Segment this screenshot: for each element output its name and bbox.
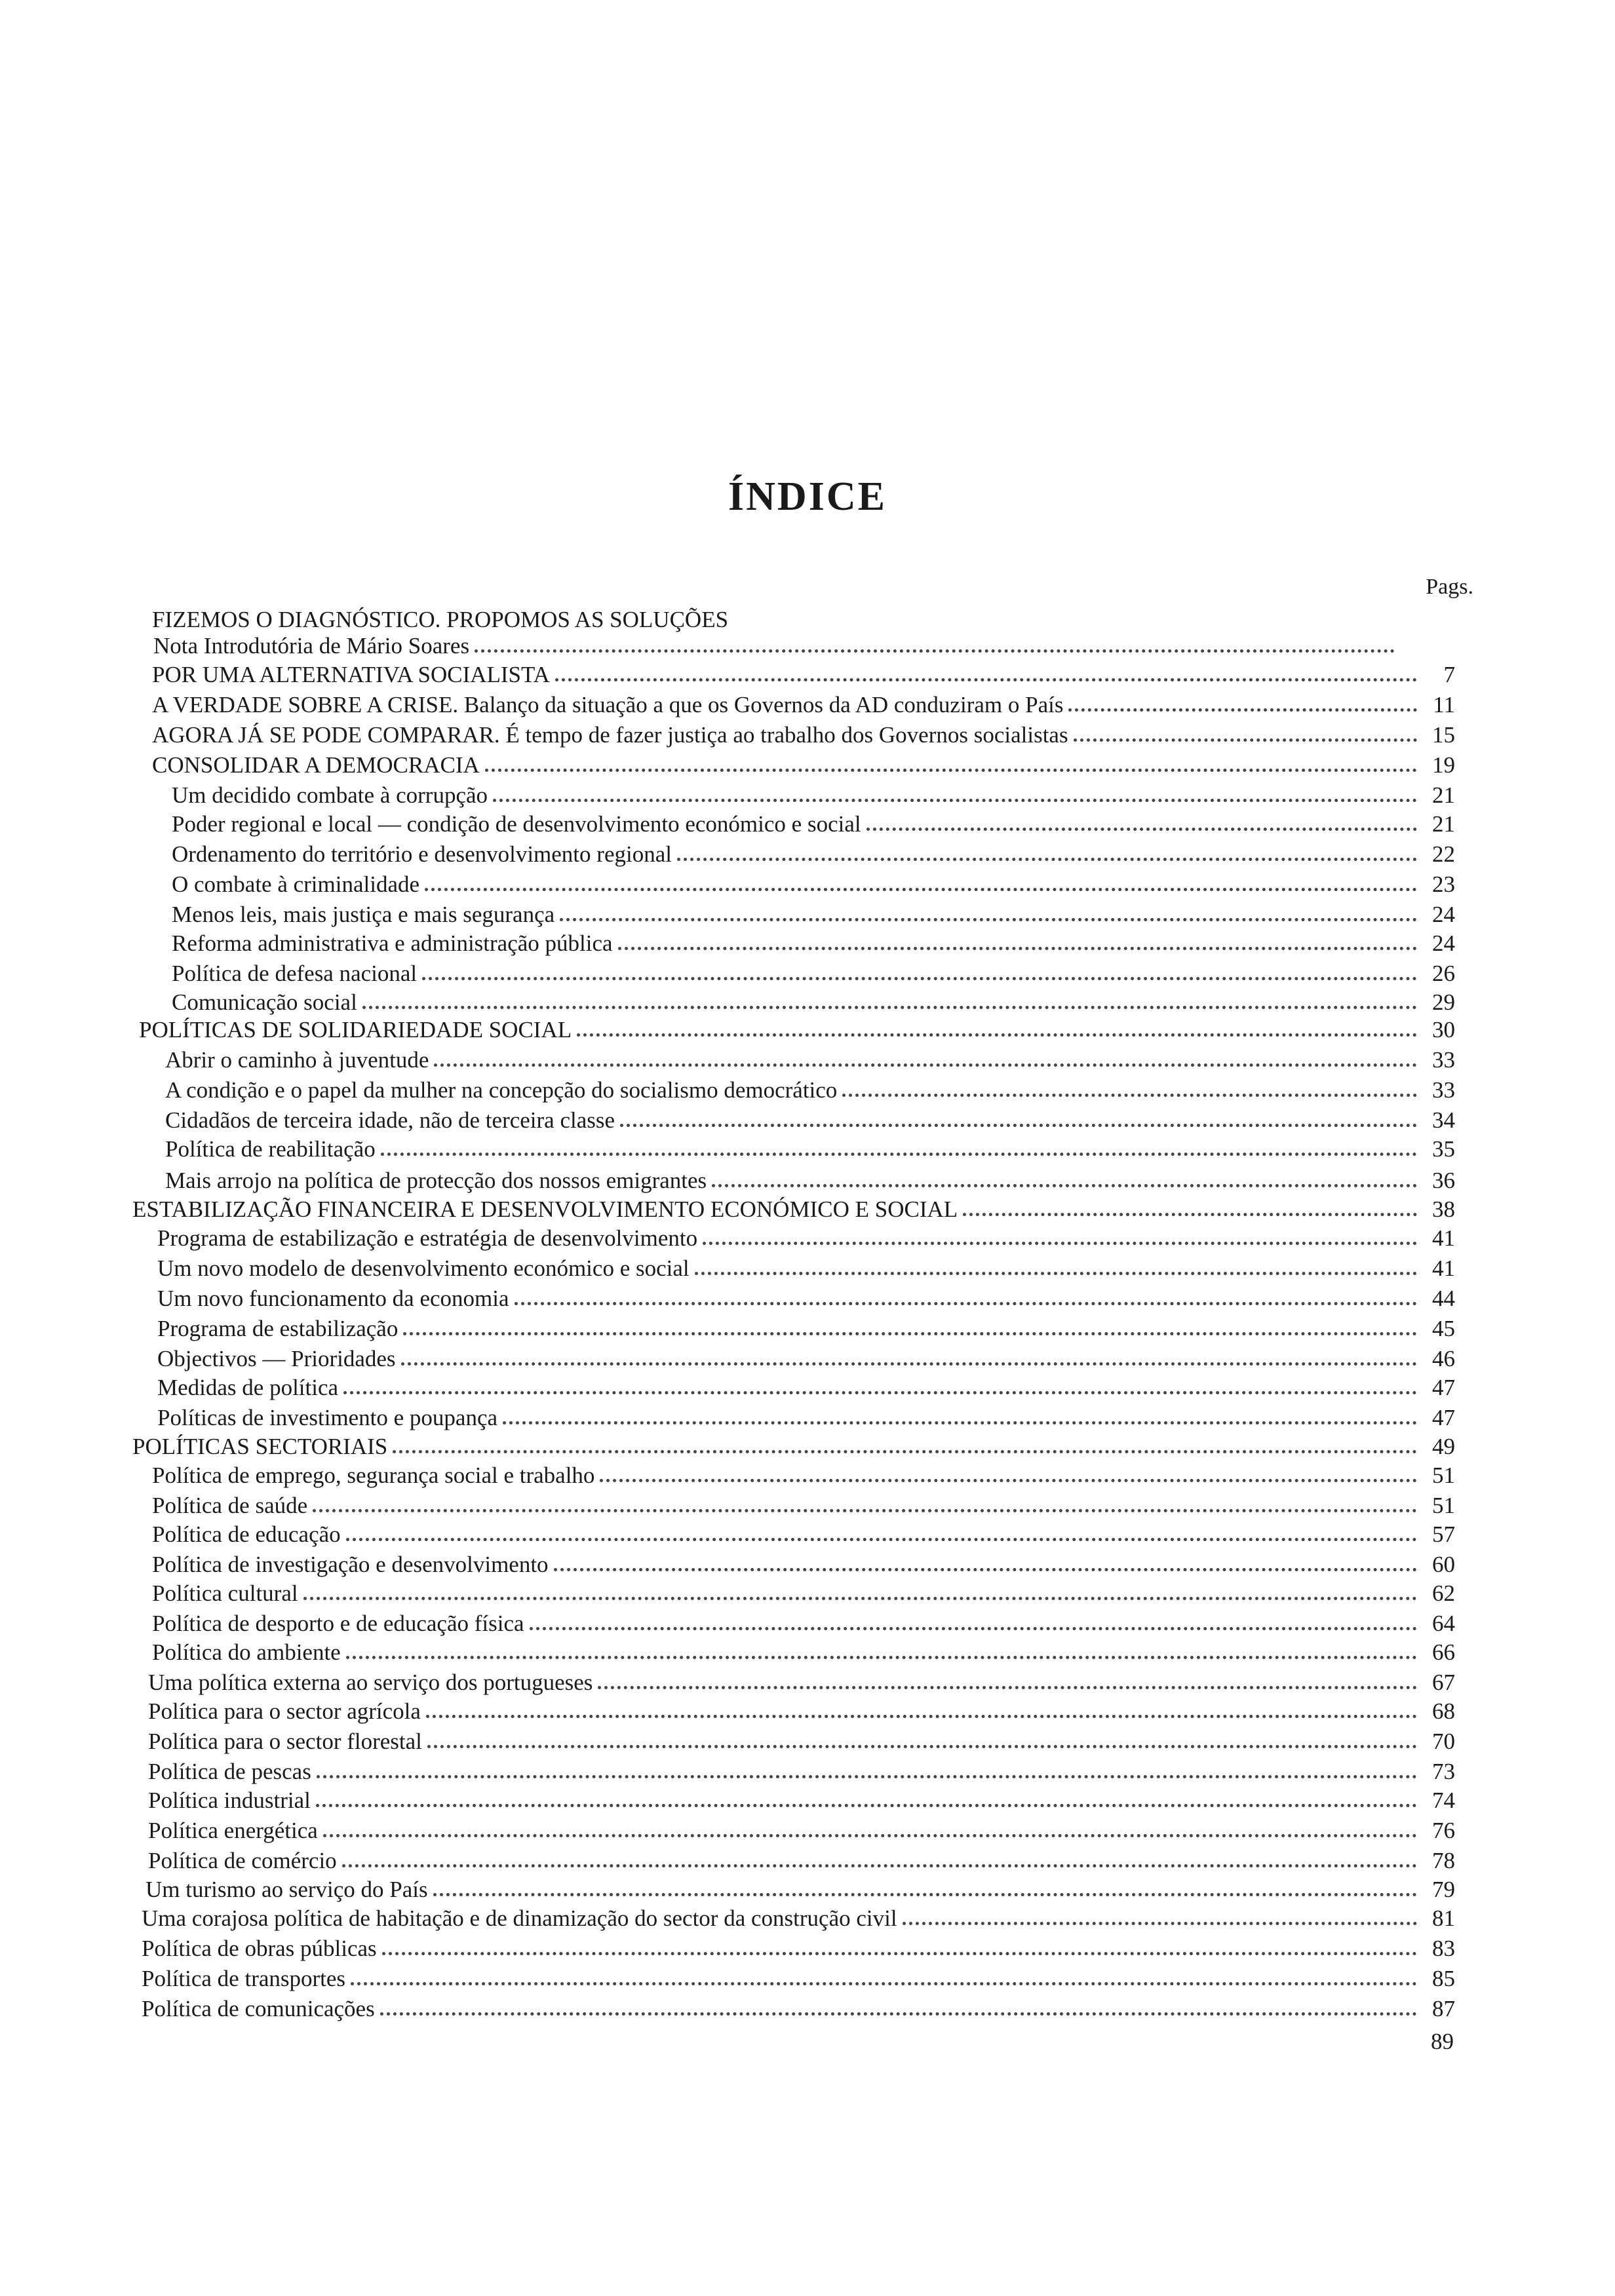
toc-entry[interactable] xyxy=(139,1016,1455,1044)
toc-entry[interactable] xyxy=(152,751,1455,780)
toc-entry-title: Nota Introdutória de Mário Soares xyxy=(153,633,470,659)
toc-entry-title: Política energética xyxy=(148,1818,318,1843)
toc-entry-title: POLÍTICAS DE SOLIDARIEDADE SOCIAL xyxy=(139,1017,572,1043)
toc-entry-title: Reforma administrativa e administração pública xyxy=(172,930,613,956)
toc-entry-title: Comunicação social xyxy=(172,989,357,1015)
toc-entry[interactable] xyxy=(148,1816,1455,1845)
toc-entry-page-number: 22 xyxy=(1432,841,1455,867)
toc-entry[interactable] xyxy=(148,1846,1455,1875)
dot-leader xyxy=(677,858,1417,861)
toc-entry[interactable] xyxy=(148,1757,1455,1786)
toc-entry-title: Política de emprego, segurança social e trabalho xyxy=(152,1463,595,1488)
toc-entry-title: Política de comunicações xyxy=(142,1996,375,2021)
toc-entry-title: O combate à criminalidade xyxy=(172,871,420,897)
toc-entry-title: Política de comércio xyxy=(148,1848,337,1873)
toc-entry-page-number: 57 xyxy=(1432,1521,1455,1547)
toc-entry[interactable] xyxy=(152,1579,1455,1608)
toc-entry[interactable] xyxy=(165,1046,1455,1075)
toc-entry-title: FIZEMOS O DIAGNÓSTICO. PROPOMOS AS SOLUÇÕES xyxy=(152,607,729,632)
toc-entry-title: Mais arrojo na política de protecção dos nossos emigrantes xyxy=(165,1168,707,1193)
toc-entry-title: AGORA JÁ SE PODE COMPARAR. É tempo de fazer justiça ao trabalho dos Governos socialistas xyxy=(152,722,1068,748)
toc-entry-page-number: 79 xyxy=(1432,1877,1455,1902)
dot-leader xyxy=(530,1627,1417,1630)
toc-entry-title: POLÍTICAS SECTORIAIS xyxy=(132,1434,388,1459)
toc-entry-page-number: 36 xyxy=(1432,1168,1455,1193)
toc-entry-page-number: 38 xyxy=(1432,1196,1455,1222)
toc-entry[interactable] xyxy=(132,1195,1455,1224)
toc-entry[interactable] xyxy=(172,840,1455,869)
toc-entry[interactable] xyxy=(142,1934,1455,1963)
dot-leader xyxy=(842,1094,1417,1097)
toc-entry[interactable] xyxy=(157,1345,1455,1373)
toc-entry-title: Política para o sector agrícola xyxy=(148,1698,421,1724)
toc-entry-page-number: 81 xyxy=(1432,1905,1455,1931)
page-title: ÍNDICE xyxy=(728,474,887,519)
toc-entry-page-number: 70 xyxy=(1432,1729,1455,1754)
toc-entry[interactable] xyxy=(152,721,1455,750)
toc-entry-page-number: 29 xyxy=(1432,989,1455,1015)
toc-entry-title: Política do ambiente xyxy=(152,1639,341,1665)
toc-entry-page-number: 41 xyxy=(1432,1225,1455,1251)
dot-leader xyxy=(351,1982,1417,1985)
toc-entry-title: Política de desporto e de educação física xyxy=(152,1611,524,1636)
toc-entry[interactable] xyxy=(172,870,1455,899)
pages-column-header: Pags. xyxy=(1426,575,1473,599)
toc-entry-page-number: 24 xyxy=(1432,902,1455,927)
toc-entry-title: CONSOLIDAR A DEMOCRACIA xyxy=(152,752,480,778)
dot-leader xyxy=(475,649,1395,653)
toc-entry-page-number: 45 xyxy=(1432,1316,1455,1341)
toc-entry-title: Poder regional e local — condição de desenvolvimento económico e social xyxy=(172,811,861,837)
dot-leader xyxy=(703,1242,1417,1245)
toc-entry-page-number: 87 xyxy=(1432,1996,1455,2021)
toc-entry-page-number: 67 xyxy=(1432,1670,1455,1695)
dot-leader xyxy=(866,828,1417,831)
toc-entry-title: Política de defesa nacional xyxy=(172,961,418,986)
toc-entry-page-number: 47 xyxy=(1432,1405,1455,1430)
toc-entry[interactable] xyxy=(146,1875,1455,1904)
toc-entry-title: Política de reabilitação xyxy=(165,1136,376,1162)
toc-entry-page-number: 41 xyxy=(1432,1255,1455,1281)
dot-leader xyxy=(1068,708,1417,712)
toc-entry[interactable] xyxy=(157,1314,1455,1343)
toc-entry[interactable] xyxy=(172,959,1455,988)
dot-leader xyxy=(1074,738,1417,742)
toc-entry-title: Uma corajosa política de habitação e de dinamização do sector da construção civil xyxy=(142,1905,897,1931)
dot-leader xyxy=(620,1124,1417,1127)
dot-leader xyxy=(342,1864,1417,1867)
toc-entry-title: Objectivos — Prioridades xyxy=(157,1346,396,1371)
dot-leader xyxy=(485,769,1417,772)
toc-entry-page-number: 83 xyxy=(1432,1936,1455,1961)
toc-entry-page-number: 51 xyxy=(1432,1463,1455,1488)
toc-entry-page-number: 85 xyxy=(1432,1966,1455,1991)
toc-entry-page-number: 30 xyxy=(1432,1017,1455,1043)
dot-leader xyxy=(382,1952,1417,1955)
toc-entry[interactable] xyxy=(157,1254,1455,1283)
trailing-page-number: 89 xyxy=(1431,2029,1454,2054)
toc-entry-page-number: 47 xyxy=(1432,1375,1455,1400)
toc-entry-title: Menos leis, mais justiça e mais segurança xyxy=(172,902,555,927)
dot-leader xyxy=(313,1509,1417,1512)
toc-entry[interactable] xyxy=(152,1550,1455,1579)
toc-entry[interactable] xyxy=(152,1461,1455,1490)
toc-entry-page-number: 51 xyxy=(1432,1493,1455,1518)
toc-entry[interactable] xyxy=(165,1135,1455,1164)
toc-entry-title: Um decidido combate à corrupção xyxy=(172,782,488,808)
toc-entry[interactable] xyxy=(148,1727,1455,1756)
toc-entry-title: Política de investigação e desenvolvimento xyxy=(152,1552,549,1577)
toc-entry[interactable] xyxy=(142,1964,1455,1993)
toc-entry[interactable] xyxy=(152,605,1455,634)
toc-entry-page-number: 35 xyxy=(1432,1136,1455,1162)
toc-entry-page-number: 15 xyxy=(1432,722,1455,748)
dot-leader xyxy=(503,1421,1417,1425)
toc-entry-page-number: 11 xyxy=(1433,692,1455,718)
toc-entry-page-number: 24 xyxy=(1432,930,1455,956)
toc-entry[interactable] xyxy=(148,1668,1455,1697)
toc-entry-title: ESTABILIZAÇÃO FINANCEIRA E DESENVOLVIMENTO ECONÓMICO E SOCIAL xyxy=(132,1196,958,1222)
dot-leader xyxy=(712,1184,1417,1187)
dot-leader xyxy=(427,1745,1417,1748)
toc-entry-title: Programa de estabilização e estratégia de desenvolvimento xyxy=(157,1225,698,1251)
dot-leader xyxy=(343,1391,1417,1394)
toc-entry[interactable] xyxy=(172,988,1455,1017)
toc-entry-title: Política cultural xyxy=(152,1580,298,1606)
toc-entry-title: POR UMA ALTERNATIVA SOCIALISTA xyxy=(152,662,550,687)
dot-leader xyxy=(403,1332,1417,1335)
toc-entry-page-number: 76 xyxy=(1432,1818,1455,1843)
toc-entry-page-number: 74 xyxy=(1432,1788,1455,1813)
dot-leader xyxy=(317,1775,1417,1778)
toc-entry[interactable] xyxy=(152,1491,1455,1520)
toc-entry[interactable] xyxy=(153,632,1401,660)
dot-leader xyxy=(426,1715,1417,1718)
toc-entry[interactable] xyxy=(172,929,1455,958)
toc-entry[interactable] xyxy=(152,691,1455,719)
dot-leader xyxy=(963,1213,1417,1216)
toc-entry-page-number: 68 xyxy=(1432,1698,1455,1724)
toc-entry-title: Política de saúde xyxy=(152,1493,308,1518)
toc-entry-title: Cidadãos de terceira idade, não de terceira classe xyxy=(165,1107,615,1133)
dot-leader xyxy=(555,678,1417,681)
dot-leader xyxy=(362,1006,1417,1009)
toc-entry-page-number: 46 xyxy=(1432,1346,1455,1371)
toc-entry-title: Medidas de política xyxy=(157,1375,339,1400)
toc-entry-title: Política para o sector florestal xyxy=(148,1729,422,1754)
toc-entry[interactable] xyxy=(142,1904,1455,1933)
toc-entry[interactable] xyxy=(157,1404,1455,1432)
dot-leader xyxy=(515,1302,1417,1305)
dot-leader xyxy=(346,1538,1417,1541)
dot-leader xyxy=(695,1272,1417,1275)
toc-entry-title: A VERDADE SOBRE A CRISE. Balanço da situação a que os Governos da AD conduziram o País xyxy=(152,692,1064,718)
dot-leader xyxy=(433,1893,1417,1896)
toc-entry-page-number: 49 xyxy=(1432,1434,1455,1459)
toc-entry[interactable] xyxy=(157,1284,1455,1313)
toc-entry-title: Um turismo ao serviço do País xyxy=(146,1877,428,1902)
toc-entry[interactable] xyxy=(152,1638,1455,1667)
toc-entry[interactable] xyxy=(172,900,1455,929)
dot-leader xyxy=(903,1922,1417,1925)
toc-entry[interactable] xyxy=(152,1609,1455,1638)
dot-leader xyxy=(577,1033,1417,1037)
toc-entry-page-number: 44 xyxy=(1432,1286,1455,1311)
toc-entry-page-number: 21 xyxy=(1432,782,1455,808)
toc-entry-title: A condição e o papel da mulher na concepção do socialismo democrático xyxy=(165,1077,838,1103)
toc-entry-page-number: 33 xyxy=(1432,1077,1455,1103)
dot-leader xyxy=(346,1656,1417,1659)
toc-entry[interactable] xyxy=(157,1373,1455,1402)
dot-leader xyxy=(493,799,1417,802)
toc-entry[interactable] xyxy=(157,1224,1455,1253)
toc-entry-title: Uma política externa ao serviço dos portugueses xyxy=(148,1670,593,1695)
toc-entry[interactable] xyxy=(172,781,1455,810)
toc-entry-title: Abrir o caminho à juventude xyxy=(165,1047,429,1073)
toc-entry-page-number: 60 xyxy=(1432,1552,1455,1577)
toc-entry-page-number: 19 xyxy=(1432,752,1455,778)
toc-entry-title: Um novo modelo de desenvolvimento económico e social xyxy=(157,1255,690,1281)
toc-entry-page-number: 21 xyxy=(1432,811,1455,837)
dot-leader xyxy=(393,1450,1417,1453)
dot-leader xyxy=(422,977,1417,980)
toc-entry[interactable] xyxy=(152,1520,1455,1549)
toc-entry-page-number: 66 xyxy=(1432,1639,1455,1665)
dot-leader xyxy=(600,1479,1417,1482)
toc-entry-page-number: 78 xyxy=(1432,1848,1455,1873)
toc-entry-title: Política de obras públicas xyxy=(142,1936,377,1961)
toc-entry[interactable] xyxy=(165,1166,1455,1195)
toc-entry-page-number: 23 xyxy=(1432,871,1455,897)
toc-entry[interactable] xyxy=(172,810,1455,839)
toc-entry[interactable] xyxy=(142,1995,1455,2023)
toc-entry-page-number: 7 xyxy=(1443,662,1455,687)
dot-leader xyxy=(434,1063,1417,1067)
toc-entry-page-number: 26 xyxy=(1432,961,1455,986)
dot-leader xyxy=(381,1153,1417,1156)
dot-leader xyxy=(554,1568,1417,1571)
toc-entry-title: Política industrial xyxy=(148,1788,311,1813)
dot-leader xyxy=(323,1834,1417,1837)
dot-leader xyxy=(401,1362,1417,1366)
toc-entry-title: Política de transportes xyxy=(142,1966,346,1991)
toc-entry[interactable] xyxy=(152,660,1455,689)
toc-entry[interactable] xyxy=(148,1786,1455,1815)
toc-entry-page-number: 62 xyxy=(1432,1580,1455,1606)
dot-leader xyxy=(560,918,1417,921)
toc-entry-title: Políticas de investimento e poupança xyxy=(157,1405,498,1430)
dot-leader xyxy=(598,1686,1417,1689)
toc-entry[interactable] xyxy=(148,1697,1455,1726)
toc-entry-title: Programa de estabilização xyxy=(157,1316,399,1341)
toc-entry-title: Política de pescas xyxy=(148,1759,311,1784)
toc-entry-title: Política de educação xyxy=(152,1521,341,1547)
dot-leader xyxy=(618,947,1417,950)
toc-entry-page-number: 33 xyxy=(1432,1047,1455,1073)
toc-entry-title: Ordenamento do território e desenvolvimento regional xyxy=(172,841,672,867)
toc-entry-page-number: 34 xyxy=(1432,1107,1455,1133)
toc-entry-page-number: 64 xyxy=(1432,1611,1455,1636)
toc-entry-title: Um novo funcionamento da economia xyxy=(157,1286,509,1311)
dot-leader xyxy=(316,1804,1417,1807)
dot-leader xyxy=(425,888,1417,891)
toc-entry[interactable] xyxy=(132,1432,1455,1461)
toc-entry-page-number: 73 xyxy=(1432,1759,1455,1784)
toc-entry[interactable] xyxy=(165,1106,1455,1135)
toc-entry[interactable] xyxy=(165,1076,1455,1105)
dot-leader xyxy=(380,2012,1417,2016)
dot-leader xyxy=(303,1597,1417,1600)
